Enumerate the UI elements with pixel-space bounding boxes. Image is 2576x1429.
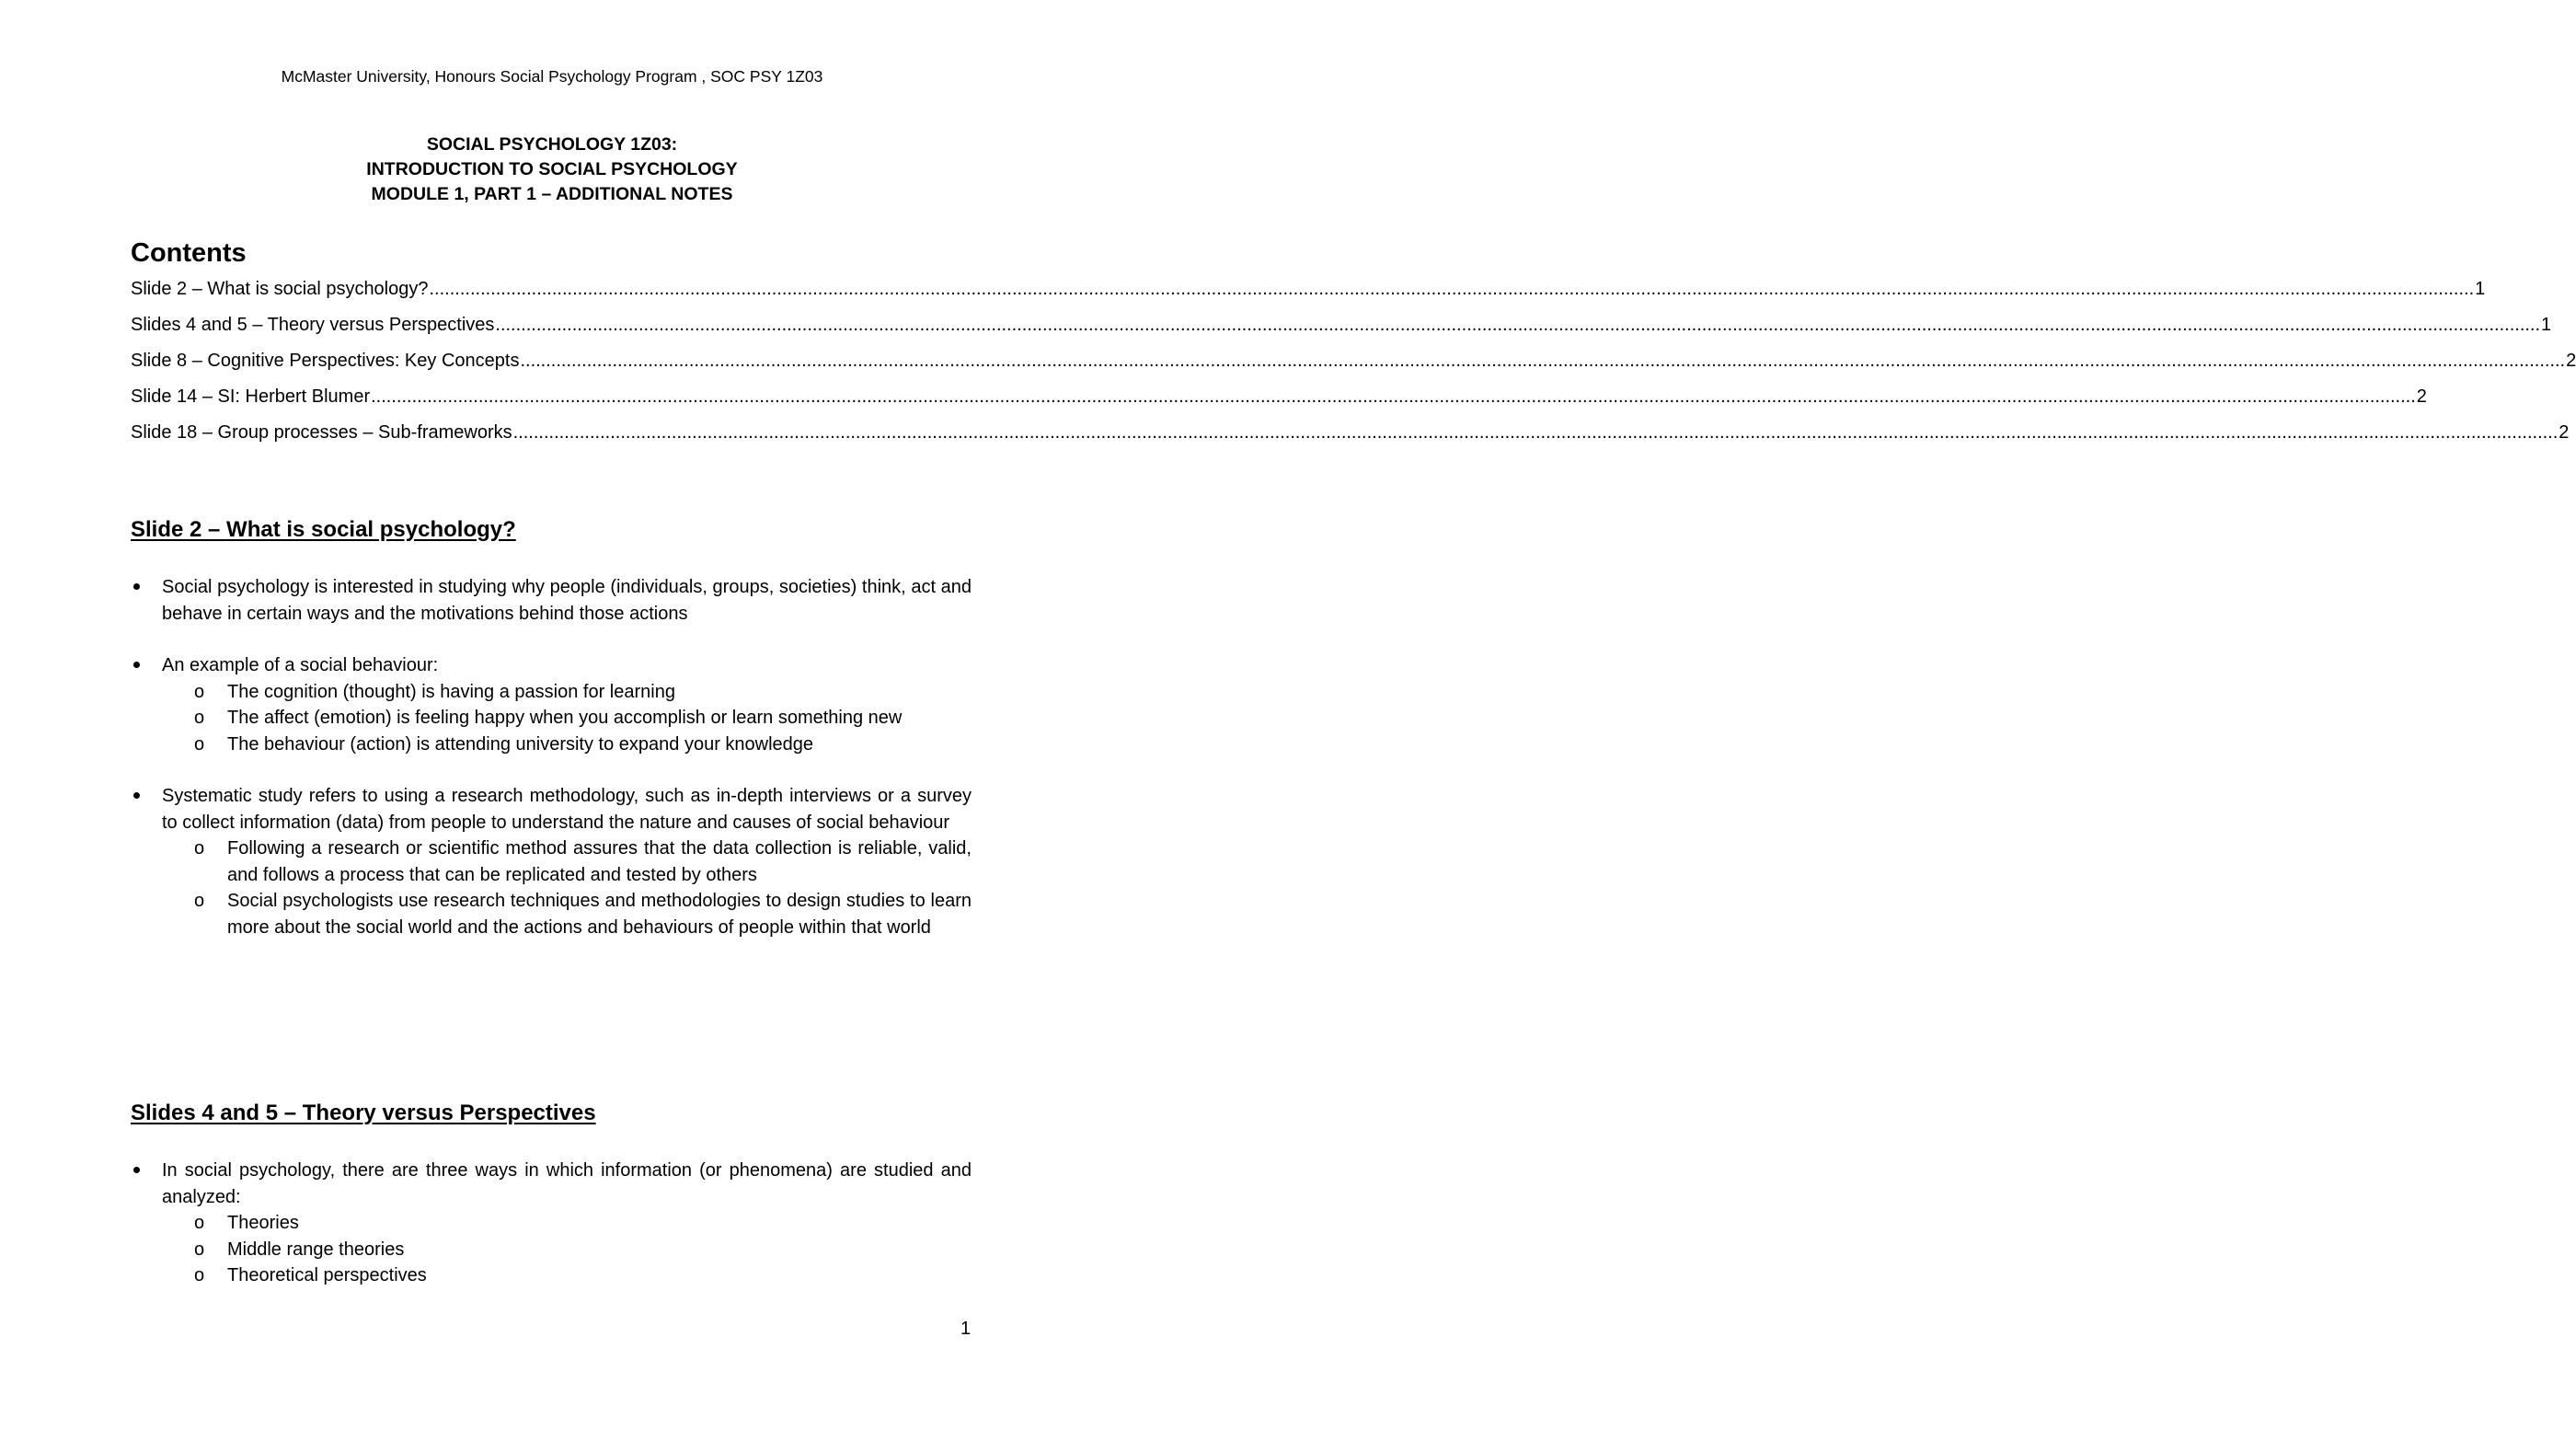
- toc-dot-leader: ................................................................................................................................................................................................................................................................................................................................................................................................................: [429, 279, 2475, 299]
- toc-dot-leader: ................................................................................................................................................................................................................................................................................................................................................................................................................: [371, 386, 2416, 407]
- toc-entry[interactable]: [131, 384, 2427, 420]
- toc-entry[interactable]: [131, 348, 2576, 384]
- table-of-contents: [131, 276, 2576, 455]
- contents-heading: Contents: [131, 238, 247, 268]
- sub-list: [162, 1210, 972, 1289]
- circle-bullet-icon: o: [194, 1265, 205, 1285]
- sub-list-item-text: Theories: [227, 1213, 299, 1233]
- title-line-3: MODULE 1, PART 1 – ADDITIONAL NOTES: [371, 184, 733, 204]
- sub-list-item-text: Following a research or scientific method assures that the data collection is reliable, valid, and follows a process that can be replicated and tested by others: [227, 838, 972, 885]
- section-heading: Slide 2 – What is social psychology?: [131, 517, 516, 542]
- bullet-icon: [133, 662, 140, 668]
- bullet-icon: [133, 1167, 140, 1173]
- toc-entry-text: Slide 2 – What is social psychology?: [131, 279, 429, 299]
- bullet-icon: [133, 583, 140, 590]
- toc-entry[interactable]: [131, 276, 2486, 312]
- page-number: 1: [960, 1319, 972, 1339]
- toc-page-number: 2: [2559, 422, 2570, 443]
- toc-entry[interactable]: [131, 312, 2552, 348]
- circle-bullet-icon: o: [194, 891, 205, 911]
- sub-list-item-text: Middle range theories: [227, 1239, 405, 1260]
- toc-page-number: 1: [2475, 279, 2486, 299]
- circle-bullet-icon: o: [194, 1239, 205, 1260]
- section-heading: Slides 4 and 5 – Theory versus Perspectives: [131, 1101, 596, 1125]
- toc-entry[interactable]: [131, 420, 2570, 455]
- sub-list-item-text: The behaviour (action) is attending university to expand your knowledge: [227, 733, 814, 755]
- sub-list: [162, 679, 972, 758]
- sub-list-item-text: The cognition (thought) is having a passion for learning: [227, 681, 675, 702]
- list-item: [131, 1158, 972, 1289]
- toc-entry-text: Slide 14 – SI: Herbert Blumer: [131, 386, 371, 407]
- sub-list-item-text: Theoretical perspectives: [227, 1265, 427, 1285]
- running-header: McMaster University, Honours Social Psychology Program , SOC PSY 1Z03: [281, 67, 823, 86]
- toc-entry-text: Slide 8 – Cognitive Perspectives: Key Concepts: [131, 351, 520, 371]
- toc-entry-text: Slides 4 and 5 – Theory versus Perspectives: [131, 315, 495, 335]
- circle-bullet-icon: o: [194, 838, 205, 859]
- sub-list-item: [131, 679, 972, 706]
- sub-list-item-text: The affect (emotion) is feeling happy when you accomplish or learn something new: [227, 708, 903, 728]
- toc-dot-leader: ................................................................................................................................................................................................................................................................................................................................................................................................................: [495, 315, 2541, 335]
- list-item-text: Social psychology is interested in studying why people (individuals, groups, societies) think, act and behave in certain ways and the motivations behind those actions: [162, 577, 972, 624]
- toc-page-number: 2: [2416, 386, 2427, 407]
- toc-dot-leader: ................................................................................................................................................................................................................................................................................................................................................................................................................: [520, 351, 2566, 371]
- bullet-icon: [133, 792, 140, 799]
- list-item-text: Systematic study refers to using a research methodology, such as in-depth interviews or a survey to collect information (data) from people to understand the nature and causes of social behaviour: [162, 786, 972, 833]
- sub-list-item-text: Social psychologists use research techniques and methodologies to design studies to learn more about the social world and the actions and behaviours of people within that world: [227, 891, 972, 938]
- sub-list-item: [131, 1210, 972, 1237]
- list-item-text: An example of a social behaviour:: [162, 655, 439, 675]
- sub-list-item: [131, 732, 972, 758]
- circle-bullet-icon: o: [194, 708, 205, 728]
- title-line-1: SOCIAL PSYCHOLOGY 1Z03:: [426, 134, 678, 155]
- list-item: [131, 783, 972, 940]
- toc-dot-leader: ................................................................................................................................................................................................................................................................................................................................................................................................................: [512, 422, 2559, 443]
- sub-list-item: [131, 705, 972, 732]
- title-line-2: INTRODUCTION TO SOCIAL PSYCHOLOGY: [366, 159, 738, 179]
- circle-bullet-icon: o: [194, 1213, 205, 1233]
- sub-list-item: [131, 1237, 972, 1263]
- toc-page-number: 2: [2566, 351, 2576, 371]
- list-item-text: In social psychology, there are three ways in which information (or phenomena) are studied and analyzed:: [162, 1160, 972, 1207]
- circle-bullet-icon: o: [194, 733, 205, 755]
- bullet-list: [131, 574, 972, 966]
- sub-list-item: [131, 1262, 972, 1289]
- circle-bullet-icon: o: [194, 681, 205, 702]
- list-item: [131, 652, 972, 757]
- sub-list-item: [131, 888, 972, 940]
- toc-page-number: 1: [2541, 315, 2552, 335]
- list-item: [131, 574, 972, 627]
- toc-entry-text: Slide 18 – Group processes – Sub-frameworks: [131, 422, 512, 443]
- document-title: [0, 133, 1104, 207]
- sub-list: [162, 836, 972, 940]
- sub-list-item: [131, 836, 972, 888]
- bullet-list: [131, 1158, 972, 1315]
